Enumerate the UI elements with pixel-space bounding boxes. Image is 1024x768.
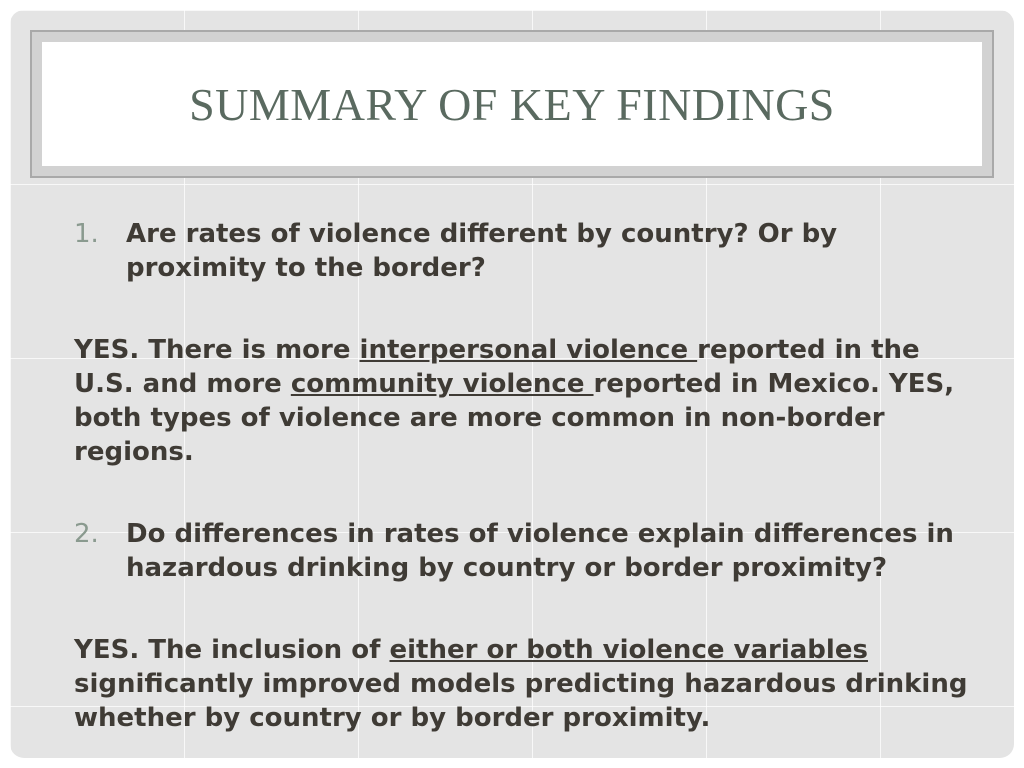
question-2-number: 2. bbox=[74, 519, 99, 549]
question-2-text: Do differences in rates of violence explain differences in hazardous drinking by country or border proximity? bbox=[126, 519, 954, 583]
answer-2-part-1: YES. The inclusion of bbox=[74, 635, 390, 665]
answer-1-underlined-community: community violence bbox=[290, 369, 594, 399]
title-box bbox=[42, 42, 982, 166]
answer-1 bbox=[74, 333, 974, 469]
answer-2-part-2: significantly improved models predicting hazardous drinking whether by country or by border proximity. bbox=[74, 669, 968, 733]
answer-1-underlined-interpersonal: interpersonal violence bbox=[359, 335, 698, 365]
slide-content bbox=[74, 217, 974, 735]
title-frame bbox=[30, 30, 994, 178]
answer-2-underlined-variables: either or both violence variables bbox=[389, 635, 868, 665]
slide-title: SUMMARY OF KEY FINDINGS bbox=[189, 78, 835, 130]
slide bbox=[10, 10, 1014, 758]
question-1-text: Are rates of violence different by country? Or by proximity to the border? bbox=[126, 219, 838, 283]
question-1-number: 1. bbox=[74, 219, 99, 249]
answer-1-part-2: reported in the U.S. and more bbox=[74, 335, 920, 399]
question-2 bbox=[74, 517, 974, 585]
answer-1-part-1: YES. There is more bbox=[74, 335, 360, 365]
answer-2 bbox=[74, 633, 974, 735]
question-1 bbox=[74, 217, 974, 285]
answer-1-part-3: reported in Mexico. YES, both types of violence are more common in non-border regions. bbox=[74, 369, 955, 467]
